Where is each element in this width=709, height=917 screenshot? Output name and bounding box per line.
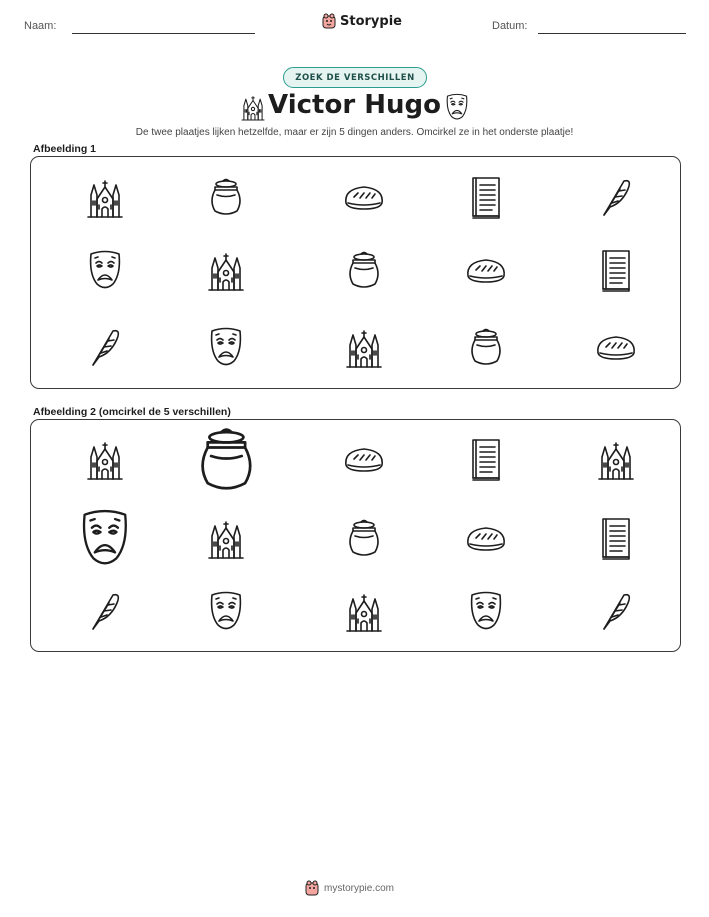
- bread-icon: [464, 248, 508, 292]
- storypie-logo-icon: [322, 13, 336, 29]
- bread-icon[interactable]: [342, 437, 386, 481]
- storypie-logo-icon: [305, 880, 319, 896]
- instructions: De twee plaatjes lijken hetzelfde, maar er zijn 5 dingen anders. Omcirkel ze in het onderste plaatje!: [135, 127, 574, 138]
- pot-icon: [342, 248, 386, 292]
- bread-icon[interactable]: [464, 516, 508, 560]
- pot-icon: [464, 325, 508, 369]
- footer-site[interactable]: mystorypie.com: [324, 882, 395, 894]
- picture2-label: Afbeelding 2 (omcirkel de 5 verschillen): [33, 406, 231, 418]
- brand-logo: [322, 13, 402, 29]
- cathedral-icon: [204, 248, 248, 292]
- book-icon[interactable]: [594, 516, 638, 560]
- bread-icon: [594, 325, 638, 369]
- date-line[interactable]: [538, 33, 686, 34]
- pot-icon: [204, 175, 248, 219]
- bread-icon: [342, 175, 386, 219]
- page-title: Victor Hugo: [268, 90, 441, 120]
- footer: [305, 880, 394, 896]
- cathedral-icon[interactable]: [342, 589, 386, 633]
- name-label: Naam:: [24, 20, 57, 32]
- cathedral-icon: [342, 325, 386, 369]
- quill-icon[interactable]: [594, 589, 638, 633]
- quill-icon[interactable]: [83, 589, 127, 633]
- theater-mask-icon[interactable]: [464, 589, 508, 633]
- cathedral-icon[interactable]: [204, 516, 248, 560]
- quill-icon: [594, 175, 638, 219]
- quill-icon: [83, 325, 127, 369]
- picture1-label: Afbeelding 1: [33, 143, 97, 155]
- worksheet-badge: ZOEK DE VERSCHILLEN: [283, 67, 427, 88]
- cathedral-icon: [83, 175, 127, 219]
- book-icon: [464, 175, 508, 219]
- cathedral-icon[interactable]: [594, 437, 638, 481]
- name-line[interactable]: [72, 33, 255, 34]
- date-label: Datum:: [492, 20, 528, 32]
- brand-name: Storypie: [340, 13, 402, 29]
- theater-mask-icon: [83, 248, 127, 292]
- book-icon[interactable]: [464, 437, 508, 481]
- theater-mask-icon: [444, 92, 470, 122]
- theater-mask-icon[interactable]: [73, 506, 137, 570]
- theater-mask-icon[interactable]: [204, 589, 248, 633]
- pot-icon[interactable]: [189, 422, 264, 497]
- theater-mask-icon: [204, 325, 248, 369]
- book-icon: [594, 248, 638, 292]
- pot-icon[interactable]: [342, 516, 386, 560]
- cathedral-icon[interactable]: [83, 437, 127, 481]
